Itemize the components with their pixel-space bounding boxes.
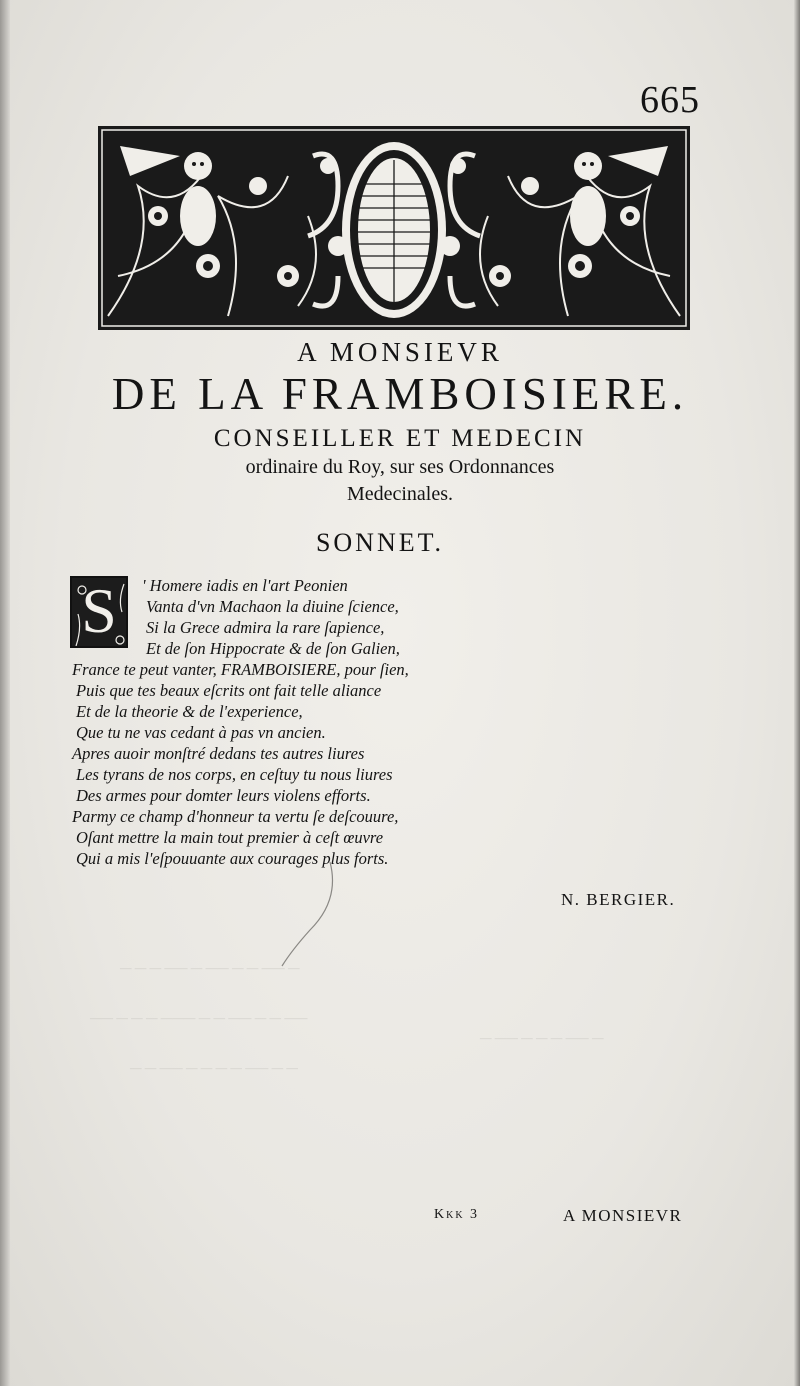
sonnet-line: France te peut vanter, FRAMBOISIERE, pour ſien, [72,660,409,679]
page-edge-left [0,0,10,1386]
title-line-4: ordinaire du Roy, sur ses Ordonnances [245,456,555,478]
page-edge-right [794,0,800,1386]
show-through-text: — — —— — — — — —— — — [130,1060,298,1075]
show-through-text: — — — —— — —— — — —— — [120,960,300,975]
title-line-1: A MONSIEVR [297,337,503,367]
sonnet-line: Si la Grece admira la rare ſapience, [146,618,385,637]
sonnet-line: Les tyrans de nos corps, en ceſtuy tu nous liures [76,765,393,784]
drop-cap-letter: S [81,576,117,646]
sonnet-line: Des armes pour domter leurs violens efforts. [76,786,371,805]
catchword: A MONSIEVR [563,1206,683,1225]
title-subtitle [0,454,800,508]
sonnet-line: Que tu ne vas cedant à pas vn ancien. [76,723,326,742]
sonnet-line: ' Homere iadis en l'art Peonien [142,576,348,595]
page-number: 665 [640,79,700,121]
sonnet-line: Puis que tes beaux eſcrits ont fait telle aliance [76,681,382,700]
title-line-3: CONSEILLER ET MEDECIN [213,425,587,452]
sonnet-line: Et de ſon Hippocrate & de ſon Galien, [146,639,400,658]
pen-stroke-mark [270,860,350,970]
sonnet-line: Oſant mettre la main tout premier à ceſt œuvre [76,828,384,847]
sonnet-line: Et de la theorie & de l'experience, [76,702,303,721]
woodcut-headpiece-icon [98,126,690,330]
sonnet-line: Vanta d'vn Machaon la diuine ſcience, [146,597,399,616]
title-line-2: DE LA FRAMBOISIERE. [111,369,689,419]
author-signature: N. BERGIER. [561,890,676,909]
signature-mark: Kkk 3 [434,1207,480,1222]
sonnet-line: Qui a mis l'eſpouuante aux courages plus forts. [76,849,389,868]
sonnet-line: Parmy ce champ d'honneur ta vertu ſe deſcouure, [72,807,399,826]
title-line-5: Medecinales. [346,483,454,505]
show-through-text: — —— — — — —— — [480,1030,604,1045]
floral-initial-icon [70,576,128,648]
show-through-text: —— — — — ——— — — —— — — —— [90,1010,308,1025]
sonnet-line: Apres auoir monſtré dedans tes autres liures [72,744,365,763]
sonnet-heading: SONNET. [315,528,445,557]
